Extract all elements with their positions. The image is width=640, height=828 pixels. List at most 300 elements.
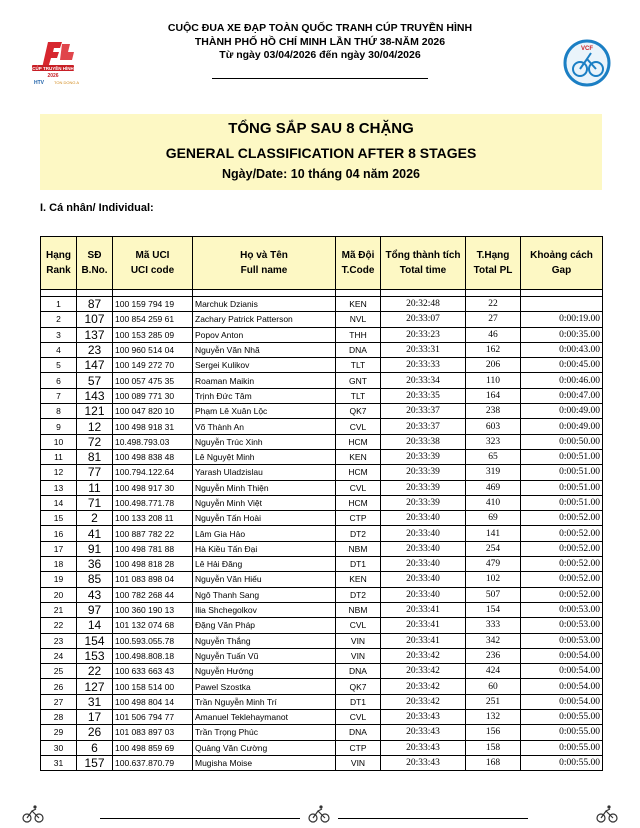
header-name-en: Full name [240, 265, 288, 276]
header-total-time-en: Total time [399, 265, 447, 276]
rider-name-cell: Marchuk Dzianis [193, 297, 336, 312]
bib-cell: 22 [77, 664, 113, 679]
total-time-cell: 20:33:40 [381, 572, 466, 587]
total-pl-cell: 254 [466, 541, 521, 556]
rank-cell: 7 [41, 388, 77, 403]
rider-name-cell: Mugisha Moise [193, 755, 336, 770]
uci-code-cell: 101 506 794 77 [113, 710, 193, 725]
total-time-cell: 20:33:41 [381, 602, 466, 617]
rank-cell: 29 [41, 725, 77, 740]
rank-cell: 6 [41, 373, 77, 388]
header-total-pl-en: Total PL [473, 265, 513, 276]
team-code-cell: CVL [336, 710, 381, 725]
logo-right-text: VCF [581, 46, 593, 52]
table-row [41, 740, 603, 755]
bib-cell: 57 [77, 373, 113, 388]
header-line-1: CUỘC ĐUA XE ĐẠP TOÀN QUỐC TRANH CÚP TRUYỀN HÌNH [167, 22, 473, 34]
gap-cell: 0:00:52.00 [521, 572, 603, 587]
rider-name-cell: Phạm Lê Xuân Lộc [193, 404, 336, 419]
uci-code-cell: 100 782 268 44 [113, 587, 193, 602]
table-row [41, 480, 603, 495]
header-team-vi: Mã Đội [341, 250, 375, 261]
total-time-cell: 20:33:40 [381, 557, 466, 572]
bib-cell: 87 [77, 297, 113, 312]
header-total-pl-vi: T.Hạng [476, 250, 510, 261]
header-name-vi: Họ và Tên [240, 250, 288, 261]
gap-cell: 0:00:52.00 [521, 541, 603, 556]
rank-cell: 1 [41, 297, 77, 312]
rider-name-cell: Sergei Kulikov [193, 358, 336, 373]
rider-name-cell: Nguyễn Văn Hiếu [193, 572, 336, 587]
bib-cell: 127 [77, 679, 113, 694]
uci-code-cell: 100 854 259 61 [113, 312, 193, 327]
rider-name-cell: Lê Hải Đăng [193, 557, 336, 572]
uci-code-cell: 100.593.055.78 [113, 633, 193, 648]
table-row [41, 725, 603, 740]
uci-code-cell: 100 960 514 04 [113, 342, 193, 357]
uci-code-cell: 100 498 917 30 [113, 480, 193, 495]
uci-code-cell: 100.498.808.18 [113, 648, 193, 663]
team-code-cell: NVL [336, 312, 381, 327]
gap-cell [521, 297, 603, 312]
uci-code-cell: 100 360 190 13 [113, 602, 193, 617]
team-code-cell: NBM [336, 541, 381, 556]
total-time-cell: 20:33:42 [381, 648, 466, 663]
table-row [41, 602, 603, 617]
footer-rule-left [100, 818, 300, 819]
rank-cell: 28 [41, 710, 77, 725]
rank-cell: 25 [41, 664, 77, 679]
bib-cell: 72 [77, 434, 113, 449]
total-time-cell: 20:33:35 [381, 388, 466, 403]
bib-cell: 137 [77, 327, 113, 342]
uci-code-cell: 101 132 074 68 [113, 618, 193, 633]
bib-cell: 31 [77, 694, 113, 709]
section-title: I. Cá nhân/ Individual: [40, 202, 154, 214]
team-code-cell: DT1 [336, 694, 381, 709]
table-row [41, 710, 603, 725]
total-time-cell: 20:33:43 [381, 725, 466, 740]
rank-cell: 27 [41, 694, 77, 709]
team-code-cell: HCM [336, 434, 381, 449]
table-row [41, 388, 603, 403]
bib-cell: 153 [77, 648, 113, 663]
bib-cell: 91 [77, 541, 113, 556]
team-code-cell: HCM [336, 495, 381, 510]
rider-name-cell: Nguyễn Minh Việt [193, 495, 336, 510]
table-row [41, 373, 603, 388]
team-code-cell: QK7 [336, 679, 381, 694]
team-code-cell: KEN [336, 572, 381, 587]
rider-name-cell: Lâm Gia Hảo [193, 526, 336, 541]
table-row [41, 572, 603, 587]
total-time-cell: 20:33:40 [381, 541, 466, 556]
header-bib-en: B.No. [81, 265, 108, 276]
total-time-cell: 20:33:37 [381, 419, 466, 434]
rank-cell: 22 [41, 618, 77, 633]
total-time-cell: 20:33:39 [381, 449, 466, 464]
bib-cell: 43 [77, 587, 113, 602]
total-time-cell: 20:32:48 [381, 297, 466, 312]
uci-code-cell: 100 153 285 09 [113, 327, 193, 342]
team-code-cell: CVL [336, 618, 381, 633]
cyclist-icon [22, 805, 44, 823]
gap-cell: 0:00:47.00 [521, 388, 603, 403]
title-vietnamese: TỔNG SẮP SAU 8 CHẶNG [228, 120, 414, 137]
total-pl-cell: 132 [466, 710, 521, 725]
team-code-cell: CTP [336, 740, 381, 755]
team-code-cell: NBM [336, 602, 381, 617]
table-row [41, 694, 603, 709]
rider-name-cell: Lê Nguyệt Minh [193, 449, 336, 464]
gap-cell: 0:00:50.00 [521, 434, 603, 449]
total-time-cell: 20:33:40 [381, 511, 466, 526]
gap-cell: 0:00:55.00 [521, 725, 603, 740]
total-pl-cell: 65 [466, 449, 521, 464]
header-line-3: Từ ngày 03/04/2026 đến ngày 30/04/2026 [219, 49, 421, 61]
total-time-cell: 20:33:42 [381, 679, 466, 694]
header-rank-vi: Hạng [46, 250, 71, 261]
total-time-cell: 20:33:43 [381, 710, 466, 725]
total-time-cell: 20:33:31 [381, 342, 466, 357]
header-bib [77, 237, 113, 290]
uci-code-cell: 100.498.771.78 [113, 495, 193, 510]
total-time-cell: 20:33:43 [381, 740, 466, 755]
gap-cell: 0:00:54.00 [521, 694, 603, 709]
total-pl-cell: 323 [466, 434, 521, 449]
total-pl-cell: 479 [466, 557, 521, 572]
rank-cell: 24 [41, 648, 77, 663]
report-date: Ngày/Date: 10 tháng 04 năm 2026 [222, 167, 420, 181]
table-header-row [41, 237, 603, 290]
title-banner [40, 114, 602, 190]
bib-cell: 143 [77, 388, 113, 403]
table-row [41, 342, 603, 357]
rank-cell: 14 [41, 495, 77, 510]
team-code-cell: VIN [336, 648, 381, 663]
gap-cell: 0:00:55.00 [521, 710, 603, 725]
bib-cell: 85 [77, 572, 113, 587]
gap-cell: 0:00:53.00 [521, 618, 603, 633]
team-code-cell: DT1 [336, 557, 381, 572]
logo-text-3: HTV [34, 80, 44, 86]
rider-name-cell: Nguyễn Hướng [193, 664, 336, 679]
rank-cell: 4 [41, 342, 77, 357]
team-code-cell: KEN [336, 297, 381, 312]
bib-cell: 6 [77, 740, 113, 755]
table-row [41, 297, 603, 312]
total-time-cell: 20:33:38 [381, 434, 466, 449]
total-pl-cell: 319 [466, 465, 521, 480]
header-divider [212, 78, 428, 79]
bib-cell: 97 [77, 602, 113, 617]
uci-code-cell: 100 149 272 70 [113, 358, 193, 373]
rider-name-cell: Ilia Shchegolkov [193, 602, 336, 617]
rider-name-cell: Nguyễn Tấn Hoài [193, 511, 336, 526]
rank-cell: 15 [41, 511, 77, 526]
gap-cell: 0:00:52.00 [521, 511, 603, 526]
header-gap-en: Gap [551, 265, 572, 276]
table-row [41, 587, 603, 602]
total-time-cell: 20:33:37 [381, 404, 466, 419]
rider-name-cell: Quảng Văn Cường [193, 740, 336, 755]
total-pl-cell: 507 [466, 587, 521, 602]
gap-cell: 0:00:51.00 [521, 449, 603, 464]
total-pl-cell: 27 [466, 312, 521, 327]
rank-cell: 8 [41, 404, 77, 419]
gap-cell: 0:00:19.00 [521, 312, 603, 327]
header-rank [41, 237, 77, 290]
table-row [41, 312, 603, 327]
table-row [41, 618, 603, 633]
gap-cell: 0:00:55.00 [521, 740, 603, 755]
gap-cell: 0:00:51.00 [521, 465, 603, 480]
team-code-cell: GNT [336, 373, 381, 388]
total-pl-cell: 342 [466, 633, 521, 648]
rank-cell: 19 [41, 572, 77, 587]
header-team [336, 237, 381, 290]
table-row [41, 327, 603, 342]
total-time-cell: 20:33:34 [381, 373, 466, 388]
uci-code-cell: 100 498 859 69 [113, 740, 193, 755]
bib-cell: 81 [77, 449, 113, 464]
bib-cell: 11 [77, 480, 113, 495]
total-pl-cell: 164 [466, 388, 521, 403]
footer-rule-right [338, 818, 528, 819]
header-uci-vi: Mã UCI [135, 250, 170, 261]
team-code-cell: CVL [336, 419, 381, 434]
header-total-time [381, 237, 466, 290]
header-bib-vi: SĐ [87, 250, 102, 261]
total-pl-cell: 424 [466, 664, 521, 679]
team-code-cell: TLT [336, 358, 381, 373]
rider-name-cell: Popov Anton [193, 327, 336, 342]
uci-code-cell: 100 633 663 43 [113, 664, 193, 679]
document-header [150, 22, 490, 63]
rider-name-cell: Nguyễn Trúc Xinh [193, 434, 336, 449]
table-row [41, 664, 603, 679]
rank-cell: 26 [41, 679, 77, 694]
total-time-cell: 20:33:33 [381, 358, 466, 373]
total-pl-cell: 156 [466, 725, 521, 740]
bib-cell: 12 [77, 419, 113, 434]
total-pl-cell: 154 [466, 602, 521, 617]
header-name [193, 237, 336, 290]
total-time-cell: 20:33:40 [381, 526, 466, 541]
gap-cell: 0:00:51.00 [521, 480, 603, 495]
rank-cell: 5 [41, 358, 77, 373]
bib-cell: 2 [77, 511, 113, 526]
total-pl-cell: 333 [466, 618, 521, 633]
total-time-cell: 20:33:40 [381, 587, 466, 602]
gap-cell: 0:00:53.00 [521, 633, 603, 648]
total-pl-cell: 206 [466, 358, 521, 373]
total-time-cell: 20:33:39 [381, 495, 466, 510]
table-row [41, 755, 603, 770]
uci-code-cell: 100.794.122.64 [113, 465, 193, 480]
gap-cell: 0:00:52.00 [521, 526, 603, 541]
rank-cell: 13 [41, 480, 77, 495]
team-code-cell: KEN [336, 449, 381, 464]
uci-code-cell: 100 887 782 22 [113, 526, 193, 541]
team-code-cell: TLT [336, 388, 381, 403]
bib-cell: 23 [77, 342, 113, 357]
rider-name-cell: Nguyễn Văn Nhã [193, 342, 336, 357]
rider-name-cell: Ngô Thanh Sang [193, 587, 336, 602]
total-pl-cell: 60 [466, 679, 521, 694]
bib-cell: 121 [77, 404, 113, 419]
total-pl-cell: 69 [466, 511, 521, 526]
rider-name-cell: Trịnh Đức Tâm [193, 388, 336, 403]
team-code-cell: DNA [336, 342, 381, 357]
header-total-time-vi: Tổng thành tích [385, 250, 461, 261]
uci-code-cell: 101 083 898 04 [113, 572, 193, 587]
rank-cell: 10 [41, 434, 77, 449]
table-row [41, 465, 603, 480]
bib-cell: 107 [77, 312, 113, 327]
rank-cell: 31 [41, 755, 77, 770]
total-time-cell: 20:33:41 [381, 618, 466, 633]
uci-code-cell: 100 047 820 10 [113, 404, 193, 419]
gap-cell: 0:00:49.00 [521, 419, 603, 434]
rider-name-cell: Amanuel Teklehaymanot [193, 710, 336, 725]
bib-cell: 17 [77, 710, 113, 725]
total-time-cell: 20:33:42 [381, 664, 466, 679]
team-code-cell: VIN [336, 633, 381, 648]
team-code-cell: DT2 [336, 526, 381, 541]
table-row [41, 679, 603, 694]
table-row [41, 404, 603, 419]
table-row [41, 557, 603, 572]
total-time-cell: 20:33:43 [381, 755, 466, 770]
rank-cell: 18 [41, 557, 77, 572]
total-pl-cell: 110 [466, 373, 521, 388]
gap-cell: 0:00:49.00 [521, 404, 603, 419]
table-row [41, 541, 603, 556]
total-time-cell: 20:33:23 [381, 327, 466, 342]
gap-cell: 0:00:51.00 [521, 495, 603, 510]
cyclist-icon [596, 805, 618, 823]
table-row [41, 633, 603, 648]
rank-cell: 17 [41, 541, 77, 556]
team-code-cell: VIN [336, 755, 381, 770]
gap-cell: 0:00:52.00 [521, 587, 603, 602]
gap-cell: 0:00:54.00 [521, 679, 603, 694]
table-row [41, 495, 603, 510]
rider-name-cell: Pawel Szostka [193, 679, 336, 694]
rank-cell: 16 [41, 526, 77, 541]
rider-name-cell: Yarash Uladzislau [193, 465, 336, 480]
rank-cell: 3 [41, 327, 77, 342]
total-pl-cell: 410 [466, 495, 521, 510]
total-pl-cell: 46 [466, 327, 521, 342]
rank-cell: 2 [41, 312, 77, 327]
logo-text-2: 2026 [47, 73, 59, 79]
uci-code-cell: 100 498 918 31 [113, 419, 193, 434]
table-row [41, 358, 603, 373]
table-row [41, 648, 603, 663]
gap-cell: 0:00:35.00 [521, 327, 603, 342]
total-pl-cell: 469 [466, 480, 521, 495]
gap-cell: 0:00:45.00 [521, 358, 603, 373]
gap-cell: 0:00:54.00 [521, 664, 603, 679]
table-row [41, 419, 603, 434]
uci-code-cell: 100 057 475 35 [113, 373, 193, 388]
bib-cell: 14 [77, 618, 113, 633]
team-code-cell: QK7 [336, 404, 381, 419]
total-time-cell: 20:33:41 [381, 633, 466, 648]
gap-cell: 0:00:46.00 [521, 373, 603, 388]
table-row [41, 511, 603, 526]
rider-name-cell: Võ Thành An [193, 419, 336, 434]
rider-name-cell: Zachary Patrick Patterson [193, 312, 336, 327]
total-time-cell: 20:33:07 [381, 312, 466, 327]
bib-cell: 36 [77, 557, 113, 572]
rider-name-cell: Nguyễn Thắng [193, 633, 336, 648]
rider-name-cell: Đặng Văn Pháp [193, 618, 336, 633]
total-pl-cell: 158 [466, 740, 521, 755]
team-code-cell: CVL [336, 480, 381, 495]
uci-code-cell: 100 133 208 11 [113, 511, 193, 526]
cyclist-icon [308, 805, 330, 823]
rank-cell: 30 [41, 740, 77, 755]
team-code-cell: THH [336, 327, 381, 342]
uci-code-cell: 100.637.870.79 [113, 755, 193, 770]
uci-code-cell: 100 498 804 14 [113, 694, 193, 709]
header-gap-vi: Khoảng cách [530, 250, 593, 261]
total-time-cell: 20:33:42 [381, 694, 466, 709]
gap-cell: 0:00:52.00 [521, 557, 603, 572]
bib-cell: 77 [77, 465, 113, 480]
total-pl-cell: 22 [466, 297, 521, 312]
tournament-logo [26, 38, 98, 86]
team-code-cell: CTP [336, 511, 381, 526]
rider-name-cell: Trần Nguyễn Minh Trí [193, 694, 336, 709]
title-english: GENERAL CLASSIFICATION AFTER 8 STAGES [165, 145, 477, 161]
table-row [41, 526, 603, 541]
bib-cell: 147 [77, 358, 113, 373]
total-pl-cell: 162 [466, 342, 521, 357]
total-pl-cell: 102 [466, 572, 521, 587]
rank-cell: 23 [41, 633, 77, 648]
total-pl-cell: 141 [466, 526, 521, 541]
bib-cell: 157 [77, 755, 113, 770]
team-code-cell: HCM [336, 465, 381, 480]
gap-cell: 0:00:43.00 [521, 342, 603, 357]
team-code-cell: DNA [336, 664, 381, 679]
uci-code-cell: 100 498 781 88 [113, 541, 193, 556]
rider-name-cell: Roaman Maikin [193, 373, 336, 388]
bib-cell: 41 [77, 526, 113, 541]
classification-table [40, 236, 603, 771]
header-gap [521, 237, 603, 290]
rank-cell: 21 [41, 602, 77, 617]
total-pl-cell: 603 [466, 419, 521, 434]
uci-code-cell: 100 159 794 19 [113, 297, 193, 312]
table-row [41, 449, 603, 464]
rider-name-cell: Nguyễn Minh Thiện [193, 480, 336, 495]
bib-cell: 154 [77, 633, 113, 648]
team-code-cell: DT2 [336, 587, 381, 602]
bib-cell: 71 [77, 495, 113, 510]
rank-cell: 9 [41, 419, 77, 434]
total-time-cell: 20:33:39 [381, 465, 466, 480]
header-team-en: T.Code [341, 265, 375, 276]
uci-code-cell: 100 498 818 28 [113, 557, 193, 572]
uci-code-cell: 100 089 771 30 [113, 388, 193, 403]
logo-text-4: TON DONG A [54, 80, 80, 85]
rank-cell: 20 [41, 587, 77, 602]
